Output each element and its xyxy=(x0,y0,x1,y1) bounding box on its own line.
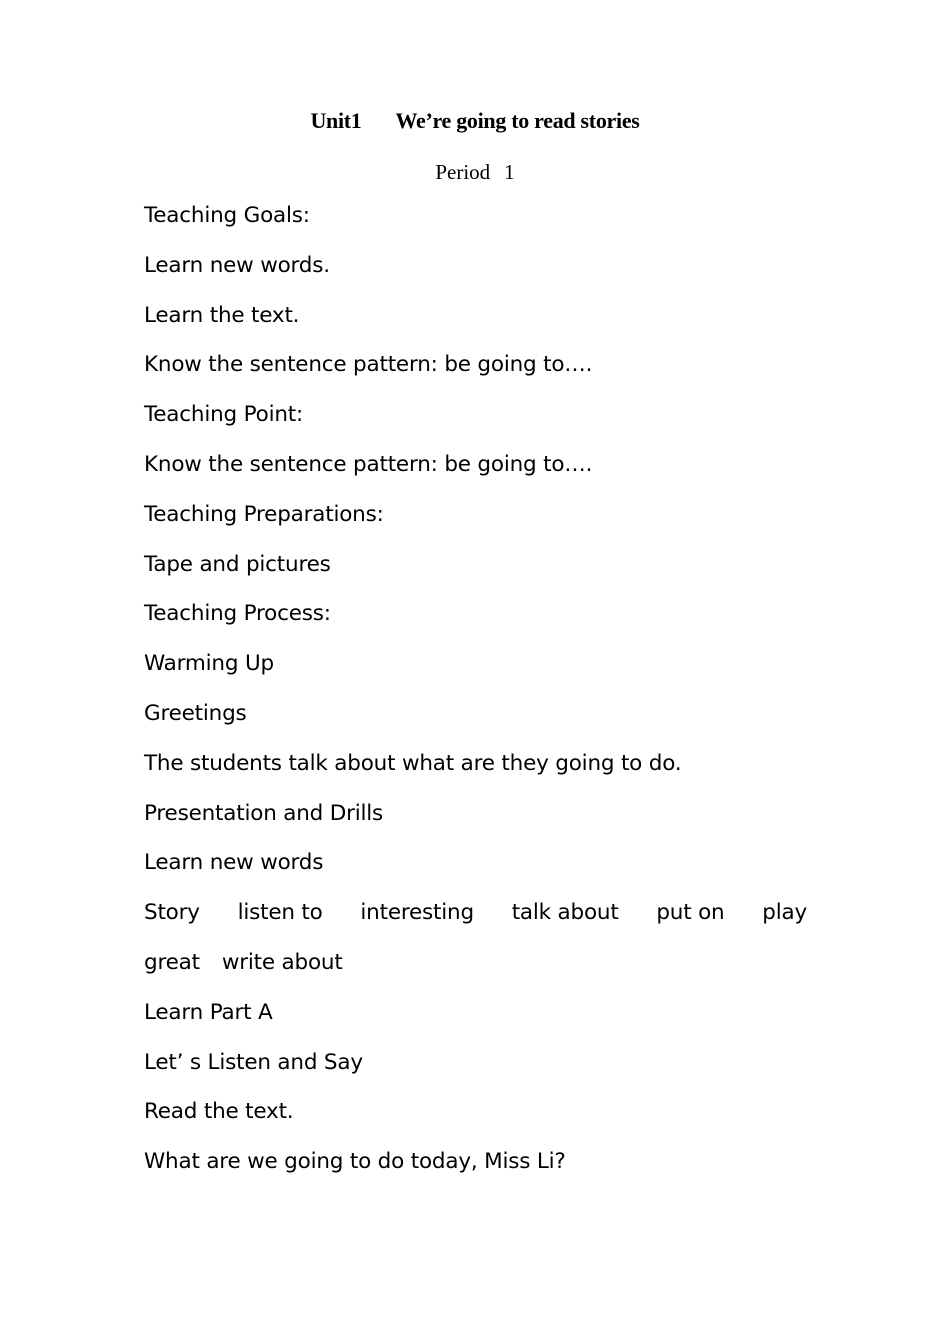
vocab-word: play xyxy=(762,900,807,926)
period-heading xyxy=(0,158,950,186)
vocab-word: put on xyxy=(656,900,725,926)
text-line: What are we going to do today, Miss Li? xyxy=(144,1149,566,1175)
vocab-word: talk about xyxy=(511,900,619,926)
document-body xyxy=(144,200,809,1196)
heading-teaching-process: Teaching Process: xyxy=(144,601,331,627)
text-line: Know the sentence pattern: be going to…. xyxy=(144,451,593,477)
heading-teaching-point: Teaching Point: xyxy=(144,402,304,428)
title-unit: Unit1 xyxy=(310,108,362,133)
period-number: 1 xyxy=(504,160,515,184)
vocab-word: great xyxy=(144,949,200,975)
text-line: Learn Part A xyxy=(144,999,273,1025)
text-line: Warming Up xyxy=(144,651,274,677)
text-line: Let’ s Listen and Say xyxy=(144,1049,363,1075)
text-line: Tape and pictures xyxy=(144,551,331,577)
vocab-word: interesting xyxy=(360,900,474,926)
heading-teaching-preparations: Teaching Preparations: xyxy=(144,501,384,527)
vocab-word: write about xyxy=(221,949,343,975)
text-line: Greetings xyxy=(144,700,247,726)
document-title xyxy=(0,106,950,136)
text-line: Learn new words xyxy=(144,850,324,876)
text-line: Learn new words. xyxy=(144,252,330,278)
text-line: Presentation and Drills xyxy=(144,800,384,826)
vocab-word: Story xyxy=(144,900,200,926)
text-line: Learn the text. xyxy=(144,302,300,328)
text-line: Read the text. xyxy=(144,1099,294,1125)
heading-teaching-goals: Teaching Goals: xyxy=(144,203,310,228)
vocabulary-row xyxy=(144,947,809,997)
text-line: The students talk about what are they going to do. xyxy=(144,750,682,776)
title-text: We’re going to read stories xyxy=(395,108,640,133)
vocab-word: listen to xyxy=(237,900,323,926)
period-label: Period xyxy=(435,160,491,184)
vocabulary-row xyxy=(144,897,807,947)
text-line: Know the sentence pattern: be going to…. xyxy=(144,352,593,378)
